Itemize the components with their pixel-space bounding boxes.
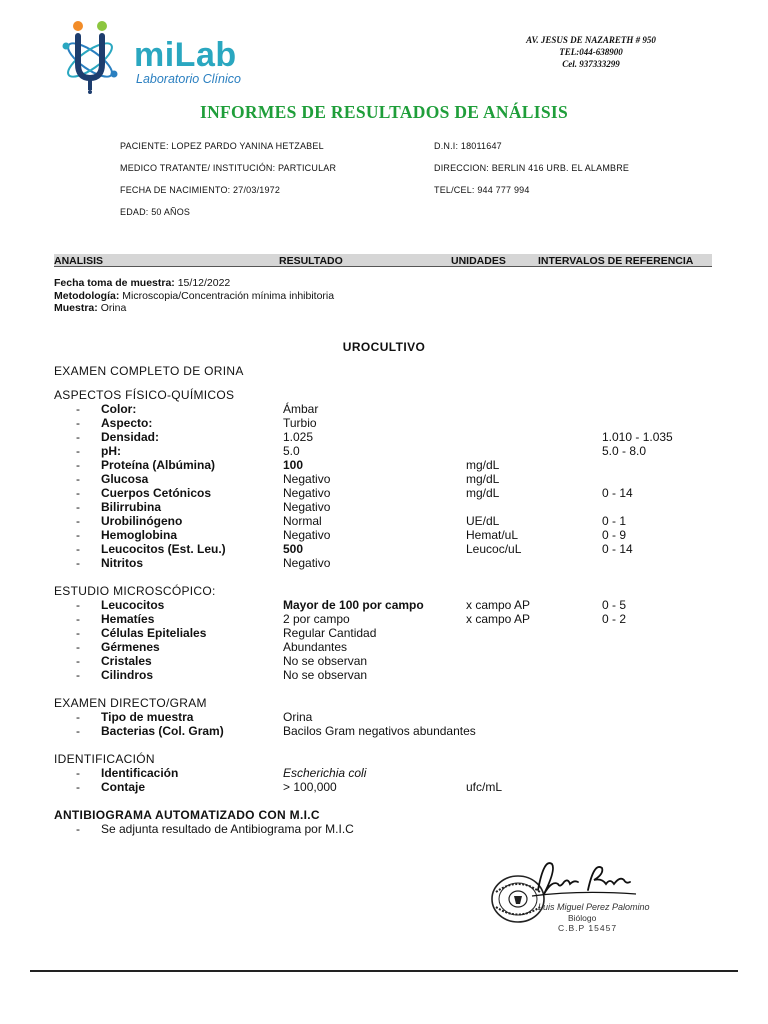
lab-address [506,34,676,70]
result-row [0,528,768,542]
result-row [0,766,768,780]
row-unit: mg/dL [466,486,500,500]
row-dash: - [76,710,80,724]
result-row [0,556,768,570]
row-value: Ámbar [283,402,319,416]
row-dash: - [76,822,80,836]
row-label: Hematíes [101,612,155,626]
column-intervalos: INTERVALOS DE REFERENCIA [538,255,694,267]
row-dash: - [76,668,80,682]
sample-date-value: 15/12/2022 [177,277,231,289]
row-unit: Hemat/uL [466,528,519,542]
result-row [0,472,768,486]
row-value: Orina [283,710,313,724]
result-row [0,514,768,528]
logo-name: miLab [134,36,237,74]
row-label: Bacterias (Col. Gram) [101,724,224,738]
row-value: Negativo [283,528,331,542]
antibiograma-text: Se adjunta resultado de Antibiograma por M.I.C [101,822,354,836]
row-dash: - [76,724,80,738]
row-label: Glucosa [101,472,149,486]
row-label: Gérmenes [101,640,160,654]
row-label: Bilirrubina [101,500,162,514]
row-value: > 100,000 [283,780,337,794]
result-row [0,640,768,654]
row-dash: - [76,472,80,486]
row-unit: UE/dL [466,514,500,528]
column-unidades: UNIDADES [451,255,506,267]
row-label: Cilindros [101,668,154,682]
row-dash: - [76,542,80,556]
result-row [0,458,768,472]
row-dash: - [76,598,80,612]
footer-divider [30,970,738,972]
signer-name: Luis Miguel Perez Palomino [538,902,650,912]
row-label: Aspecto: [101,416,153,430]
atom-logo-icon [62,16,132,94]
row-unit: x campo AP [466,598,531,612]
row-value: Negativo [283,486,331,500]
cell-line: Cel. 937333299 [562,59,620,69]
signer-cbp: C.B.P 15457 [558,923,618,933]
row-dash: - [76,654,80,668]
row-dash: - [76,514,80,528]
row-dash: - [76,402,80,416]
section-micro-title: ESTUDIO MICROSCÓPICO: [54,584,216,598]
row-reference: 0 - 9 [602,528,627,542]
result-row [0,668,768,682]
row-value: No se observan [283,654,368,668]
row-reference: 0 - 1 [602,514,627,528]
row-unit: x campo AP [466,612,531,626]
row-dash: - [76,430,80,444]
exam-title: EXAMEN COMPLETO DE ORINA [54,364,244,378]
row-label: Identificación [101,766,179,780]
row-dash: - [76,486,80,500]
row-dash: - [76,612,80,626]
row-reference: 5.0 - 8.0 [602,444,647,458]
row-dash: - [76,556,80,570]
section-ident-title: IDENTIFICACIÓN [54,752,155,766]
row-label: Células Epiteliales [101,626,207,640]
section-fisico-title: ASPECTOS FÍSICO-QUÍMICOS [54,388,235,402]
row-label: Leucocitos [101,598,165,612]
section-gram-title: EXAMEN DIRECTO/GRAM [54,696,207,710]
patient-dni: D.N.I: 18011647 [434,141,502,151]
result-row [0,416,768,430]
sample-type-value: Orina [100,302,127,314]
result-row [0,724,768,738]
milab-logo [62,16,272,94]
row-label: Urobilinógeno [101,514,183,528]
results-column-header [54,254,712,267]
row-dash: - [76,766,80,780]
signer-title: Biólogo [568,913,597,923]
row-value: Negativo [283,500,331,514]
result-row [0,402,768,416]
row-value: Mayor de 100 por campo [283,598,424,612]
row-dash: - [76,528,80,542]
row-dash: - [76,416,80,430]
result-row [0,486,768,500]
patient-age: EDAD: 50 AÑOS [120,207,191,217]
row-label: Color: [101,402,137,416]
result-row [0,780,768,794]
methodology-value: Microscopia/Concentración mínima inhibitoria [122,290,335,302]
column-analisis: ANALISIS [54,255,104,267]
row-label: Leucocitos (Est. Leu.) [101,542,226,556]
sample-date-label: Fecha toma de muestra: [54,277,175,289]
patient-address: DIRECCION: BERLIN 416 URB. EL ALAMBRE [434,163,630,173]
row-label: pH: [101,444,121,458]
row-unit: mg/dL [466,458,500,472]
patient-phone: TEL/CEL: 944 777 994 [434,185,530,195]
patient-doctor: MEDICO TRATANTE/ INSTITUCIÓN: PARTICULAR [120,163,337,173]
row-dash: - [76,500,80,514]
column-resultado: RESULTADO [279,255,343,267]
row-reference: 0 - 2 [602,612,627,626]
patient-name: PACIENTE: LOPEZ PARDO YANINA HETZABEL [120,141,324,151]
result-row [0,654,768,668]
row-label: Densidad: [101,430,160,444]
row-value: Negativo [283,472,331,486]
row-value: 100 [283,458,304,472]
methodology [54,290,334,302]
sample-type [54,302,126,314]
row-dash: - [76,444,80,458]
row-value: No se observan [283,668,368,682]
row-reference: 0 - 14 [602,486,633,500]
row-label: Proteína (Albúmina) [101,458,216,472]
test-title: UROCULTIVO [342,340,426,354]
row-label: Nitritos [101,556,143,570]
row-value: Regular Cantidad [283,626,377,640]
row-value: Escherichia coli [283,766,367,780]
sample-date [54,277,230,289]
report-title: INFORMES DE RESULTADOS DE ANÁLISIS [199,102,569,122]
row-unit: ufc/mL [466,780,503,794]
row-label: Cristales [101,654,152,668]
row-unit: mg/dL [466,472,500,486]
row-value: Abundantes [283,640,348,654]
logo-subtitle: Laboratorio Clínico [136,72,241,86]
row-reference: 1.010 - 1.035 [602,430,673,444]
row-dash: - [76,626,80,640]
handwritten-signature-icon [530,850,640,906]
result-row [0,612,768,626]
methodology-label: Metodología: [54,290,120,302]
row-value: Negativo [283,556,331,570]
row-label: Tipo de muestra [101,710,194,724]
row-dash: - [76,458,80,472]
row-label: Cuerpos Cetónicos [101,486,212,500]
result-row [0,598,768,612]
row-label: Hemoglobina [101,528,178,542]
result-row [0,444,768,458]
row-value: 1.025 [283,430,314,444]
result-row [0,626,768,640]
row-value: 500 [283,542,304,556]
result-row [0,542,768,556]
row-value: 5.0 [283,444,300,458]
row-unit: Leucoc/uL [466,542,522,556]
phone-line: TEL:044-638900 [559,47,623,57]
sample-type-label: Muestra: [54,302,98,314]
result-row [0,500,768,514]
patient-birthdate: FECHA DE NACIMIENTO: 27/03/1972 [120,185,281,195]
result-row [0,710,768,724]
address-line: AV. JESUS DE NAZARETH # 950 [526,35,656,45]
row-reference: 0 - 5 [602,598,627,612]
row-reference: 0 - 14 [602,542,633,556]
row-value: Turbio [283,416,317,430]
row-dash: - [76,640,80,654]
row-value: Normal [283,514,322,528]
row-label: Contaje [101,780,146,794]
section-antibiograma-title: ANTIBIOGRAMA AUTOMATIZADO CON M.I.C [54,808,320,822]
result-row [0,430,768,444]
row-value: Bacilos Gram negativos abundantes [283,724,476,738]
row-value: 2 por campo [283,612,350,626]
row-dash: - [76,780,80,794]
